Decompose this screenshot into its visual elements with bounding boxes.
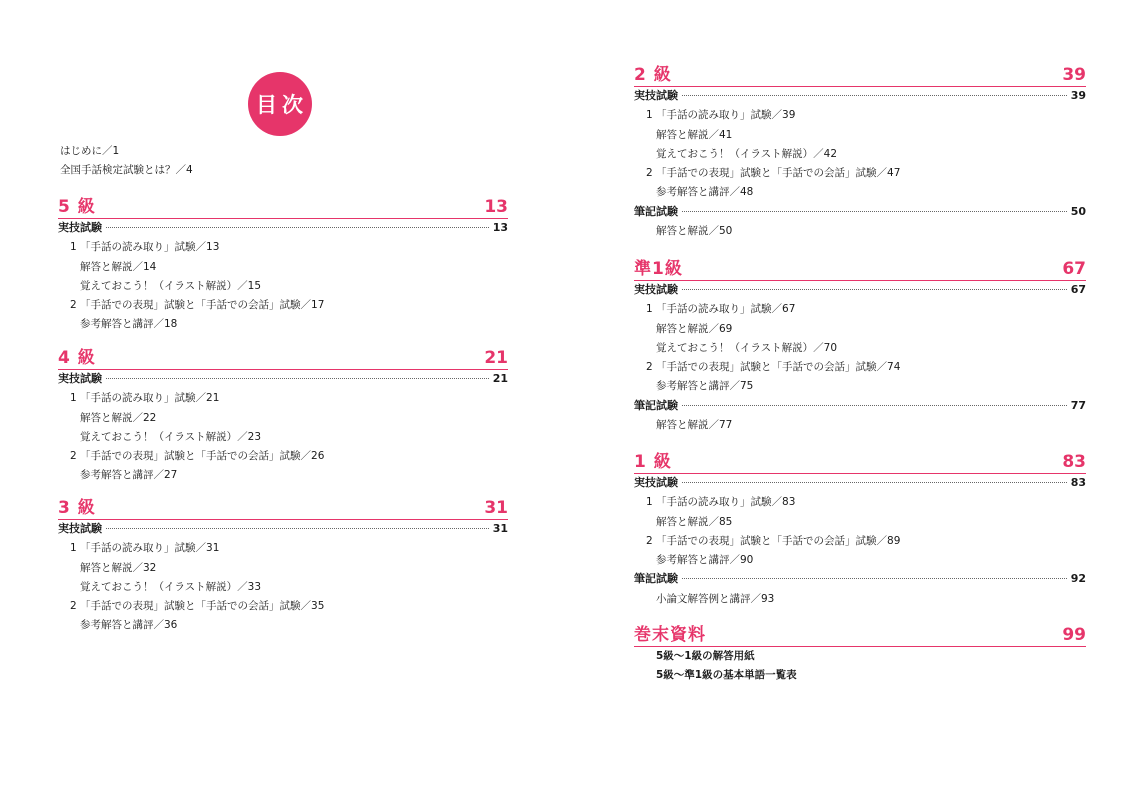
toc-section — [58, 347, 508, 486]
toc-entry[interactable]: 参考解答と講評／90 — [656, 554, 754, 567]
toc-entry[interactable]: 解答と解説／32 — [80, 561, 157, 574]
toc-entry[interactable]: 2 「手話での表現」試験と「手話での会話」試験／47 — [646, 167, 901, 180]
section-page-number: 21 — [484, 348, 508, 368]
section-page-number: 67 — [1062, 259, 1086, 279]
group-label: 実技試験 — [58, 522, 102, 535]
toc-group-row[interactable] — [634, 397, 1086, 416]
section-heading[interactable] — [634, 258, 1086, 281]
group-label: 実技試験 — [58, 372, 102, 385]
section-page-number: 31 — [484, 498, 508, 518]
section-title: 3 級 — [58, 498, 96, 518]
intro-item-preface[interactable]: はじめに／1 — [60, 145, 120, 157]
toc-group-row[interactable] — [58, 370, 508, 389]
group-label: 実技試験 — [634, 476, 678, 489]
toc-entry[interactable]: 参考解答と講評／75 — [656, 380, 754, 393]
toc-entry[interactable]: 1 「手話の読み取り」試験／21 — [70, 392, 220, 405]
toc-section — [634, 624, 1086, 686]
section-page-number: 13 — [484, 197, 508, 217]
section-heading[interactable] — [634, 451, 1086, 474]
group-label: 実技試験 — [58, 221, 102, 234]
dot-leader — [682, 578, 1067, 579]
toc-entry[interactable]: 1 「手話の読み取り」試験／13 — [70, 241, 220, 254]
toc-entry[interactable]: 1 「手話の読み取り」試験／83 — [646, 496, 796, 509]
dot-leader — [682, 482, 1067, 483]
toc-section — [634, 64, 1086, 241]
group-page-number: 83 — [1070, 476, 1086, 489]
toc-group-row[interactable] — [634, 87, 1086, 106]
group-page-number: 50 — [1070, 204, 1086, 218]
right-page — [568, 0, 1136, 800]
toc-entry[interactable]: 1 「手話の読み取り」試験／39 — [646, 109, 796, 122]
appendix-entry[interactable]: 5級〜準1級の基本単語一覧表 — [656, 669, 797, 682]
toc-entry[interactable]: 解答と解説／41 — [656, 128, 733, 141]
section-heading[interactable] — [634, 624, 1086, 647]
section-page-number: 99 — [1062, 625, 1086, 645]
toc-entry[interactable]: 2 「手話での表現」試験と「手話での会話」試験／17 — [70, 299, 325, 312]
toc-entry[interactable]: 覚えておこう！（イラスト解説）／23 — [80, 430, 262, 443]
toc-group-row[interactable] — [634, 281, 1086, 300]
section-heading[interactable] — [58, 497, 508, 520]
toc-entry[interactable]: 覚えておこう！（イラスト解説）／33 — [80, 580, 262, 593]
group-page-number: 21 — [492, 372, 508, 385]
toc-entry[interactable]: 解答と解説／69 — [656, 322, 733, 335]
section-title: 4 級 — [58, 348, 96, 368]
toc-group-row[interactable] — [58, 219, 508, 238]
group-label: 実技試験 — [634, 89, 678, 102]
toc-entry[interactable]: 1 「手話の読み取り」試験／31 — [70, 542, 220, 555]
toc-group-row[interactable] — [634, 474, 1086, 493]
intro-item-about-exam[interactable]: 全国手話検定試験とは？／4 — [60, 164, 193, 176]
toc-group-row[interactable] — [58, 520, 508, 539]
section-title: 1 級 — [634, 452, 672, 472]
toc-entry[interactable]: 2 「手話での表現」試験と「手話での会話」試験／74 — [646, 361, 901, 374]
toc-entry[interactable]: 参考解答と講評／27 — [80, 469, 178, 482]
toc-entry[interactable]: 覚えておこう！（イラスト解説）／70 — [656, 341, 838, 354]
dot-leader — [682, 95, 1067, 96]
group-page-number: 77 — [1070, 398, 1086, 412]
group-page-number: 31 — [492, 522, 508, 535]
group-page-number: 92 — [1070, 572, 1086, 586]
toc-entry[interactable]: 解答と解説／50 — [656, 225, 733, 238]
section-page-number: 39 — [1062, 65, 1086, 85]
toc-entry[interactable]: 2 「手話での表現」試験と「手話での会話」試験／26 — [70, 450, 325, 463]
toc-group-row[interactable] — [634, 570, 1086, 589]
section-heading[interactable] — [58, 196, 508, 219]
toc-entry[interactable]: 2 「手話での表現」試験と「手話での会話」試験／35 — [70, 600, 325, 613]
group-label: 筆記試験 — [634, 572, 678, 586]
toc-entry[interactable]: 解答と解説／14 — [80, 260, 157, 273]
section-title: 5 級 — [58, 197, 96, 217]
toc-section — [58, 196, 508, 335]
toc-entry[interactable]: 解答と解説／85 — [656, 515, 733, 528]
section-heading[interactable] — [58, 347, 508, 370]
toc-section — [634, 451, 1086, 609]
toc-section — [634, 258, 1086, 435]
section-title: 準1級 — [634, 259, 683, 279]
toc-title-badge: 目次 — [248, 72, 312, 136]
toc-entry[interactable]: 覚えておこう！（イラスト解説）／15 — [80, 279, 262, 292]
toc-entry[interactable]: 解答と解説／77 — [656, 419, 733, 432]
toc-group-row[interactable] — [634, 203, 1086, 222]
toc-entry[interactable]: 参考解答と講評／18 — [80, 318, 178, 331]
dot-leader — [106, 227, 489, 228]
section-title: 2 級 — [634, 65, 672, 85]
group-page-number: 13 — [492, 221, 508, 234]
dot-leader — [682, 405, 1067, 406]
toc-section — [58, 497, 508, 636]
group-page-number: 39 — [1070, 89, 1086, 102]
toc-entry[interactable]: 小論文解答例と講評／93 — [656, 592, 775, 605]
toc-entry[interactable]: 1 「手話の読み取り」試験／67 — [646, 303, 796, 316]
toc-entry[interactable]: 覚えておこう！（イラスト解説）／42 — [656, 147, 838, 160]
section-heading[interactable] — [634, 64, 1086, 87]
appendix-entry[interactable]: 5級〜1級の解答用紙 — [656, 650, 755, 662]
dot-leader — [106, 528, 489, 529]
section-title: 巻末資料 — [634, 625, 706, 645]
toc-entry[interactable]: 参考解答と講評／48 — [656, 186, 754, 199]
section-page-number: 83 — [1062, 452, 1086, 472]
group-page-number: 67 — [1070, 283, 1086, 296]
dot-leader — [682, 289, 1067, 290]
group-label: 筆記試験 — [634, 398, 678, 412]
dot-leader — [682, 211, 1067, 212]
dot-leader — [106, 378, 489, 379]
group-label: 実技試験 — [634, 283, 678, 296]
toc-entry[interactable]: 参考解答と講評／36 — [80, 619, 178, 632]
toc-entry[interactable]: 解答と解説／22 — [80, 411, 157, 424]
toc-entry[interactable]: 2 「手話での表現」試験と「手話での会話」試験／89 — [646, 534, 901, 547]
group-label: 筆記試験 — [634, 204, 678, 218]
